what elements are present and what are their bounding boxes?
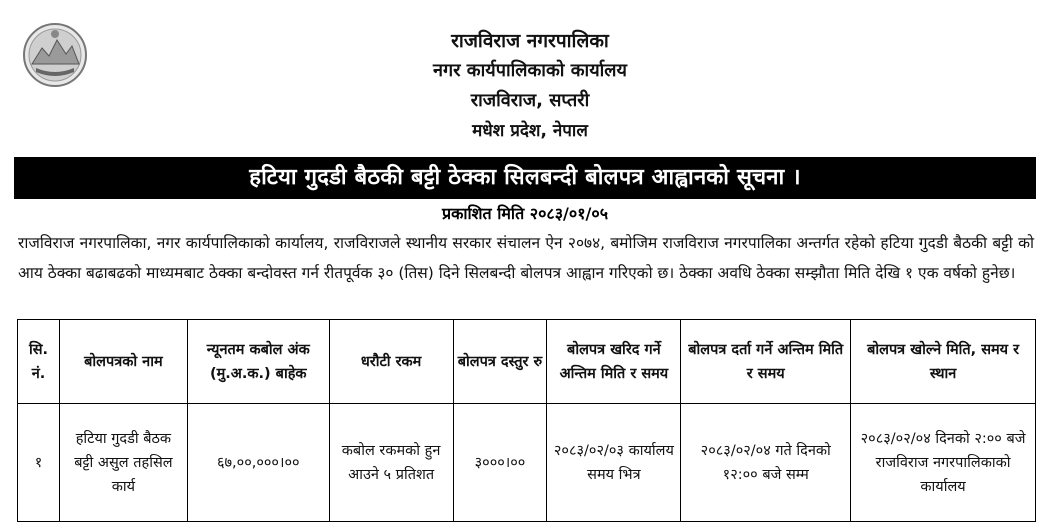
cell-purchase-deadline: २०८३/०२/०३ कार्यालय समय भित्र [547,404,681,522]
cell-deposit: कबोल रकमको हुन आउने ५ प्रतिशत [329,404,453,522]
notice-title-banner: हटिया गुदडी बैठकी बट्टी ठेक्का सिलबन्दी बोलपत्र आह्वानको सूचना । [14,157,1036,199]
published-date: प्रकाशित मिति २०८३/०१/०५ [441,204,609,223]
col-header-opening: बोलपत्र खोल्ने मिति, समय र स्थान [851,320,1036,404]
cell-sn: १ [18,404,60,522]
cell-tender-name: हटिया गुदडी बैठक बट्टी असुल तहसिल कार्य [59,404,187,522]
cell-opening: २०८३/०२/०४ दिनको २:०० बजे राजविराज नगरपालिकाको कार्यालय [851,404,1036,522]
municipality-name: राजविराज नगरपालिका [451,30,609,52]
office-name: नगर कार्यपालिकाको कार्यालय [433,60,627,81]
table-row [18,404,1036,522]
col-header-deposit: धरौटी रकम [329,320,453,404]
col-header-fee: बोलपत्र दस्तुर रु [453,320,547,404]
notice-body-text: राजविराज नगरपालिका, नगर कार्यपालिकाको कार्यालय, राजविराजले स्थानीय सरकार संचालन ऐन २०७४, बमोजिम राजविराज नगरपालिका अन्तर्गत रहेको हटिया गुदडी बैठकी बट्टी को आय ठेक्का बढाबढको माध्यमबाट ठेक्का बन्दोवस्त गर्न रीतपूर्वक ३० (तिस) दिने सिलबन्दी बोलपत्र आह्वान गरिएको छ। ठेक्का अवधि ठेक्का सम्झौता मिति देखि १ एक वर्षको हुनेछ। [18,234,1034,282]
col-header-purchase-deadline: बोलपत्र खरिद गर्ने अन्तिम मिति र समय [547,320,681,404]
nepal-emblem-icon [22,22,88,88]
cell-min-bid: ६७,००,०००।०० [187,404,329,522]
col-header-sn: सि. नं. [18,320,60,404]
province-country: मधेश प्रदेश, नेपाल [472,121,588,141]
col-header-min-bid: न्यूनतम कबोल अंक (मु.अ.क.) बाहेक [187,320,329,404]
table-header-row [18,320,1036,404]
cell-fee: ३०००।०० [453,404,547,522]
tender-table [17,319,1036,522]
col-header-tender-name: बोलपत्रको नाम [59,320,187,404]
office-location: राजविराज, सप्तरी [470,90,590,111]
office-header [300,26,760,146]
cell-submission-deadline: २०८३/०२/०४ गते दिनको १२:०० बजे सम्म [681,404,851,522]
col-header-submission-deadline: बोलपत्र दर्ता गर्ने अन्तिम मिति र समय [681,320,851,404]
